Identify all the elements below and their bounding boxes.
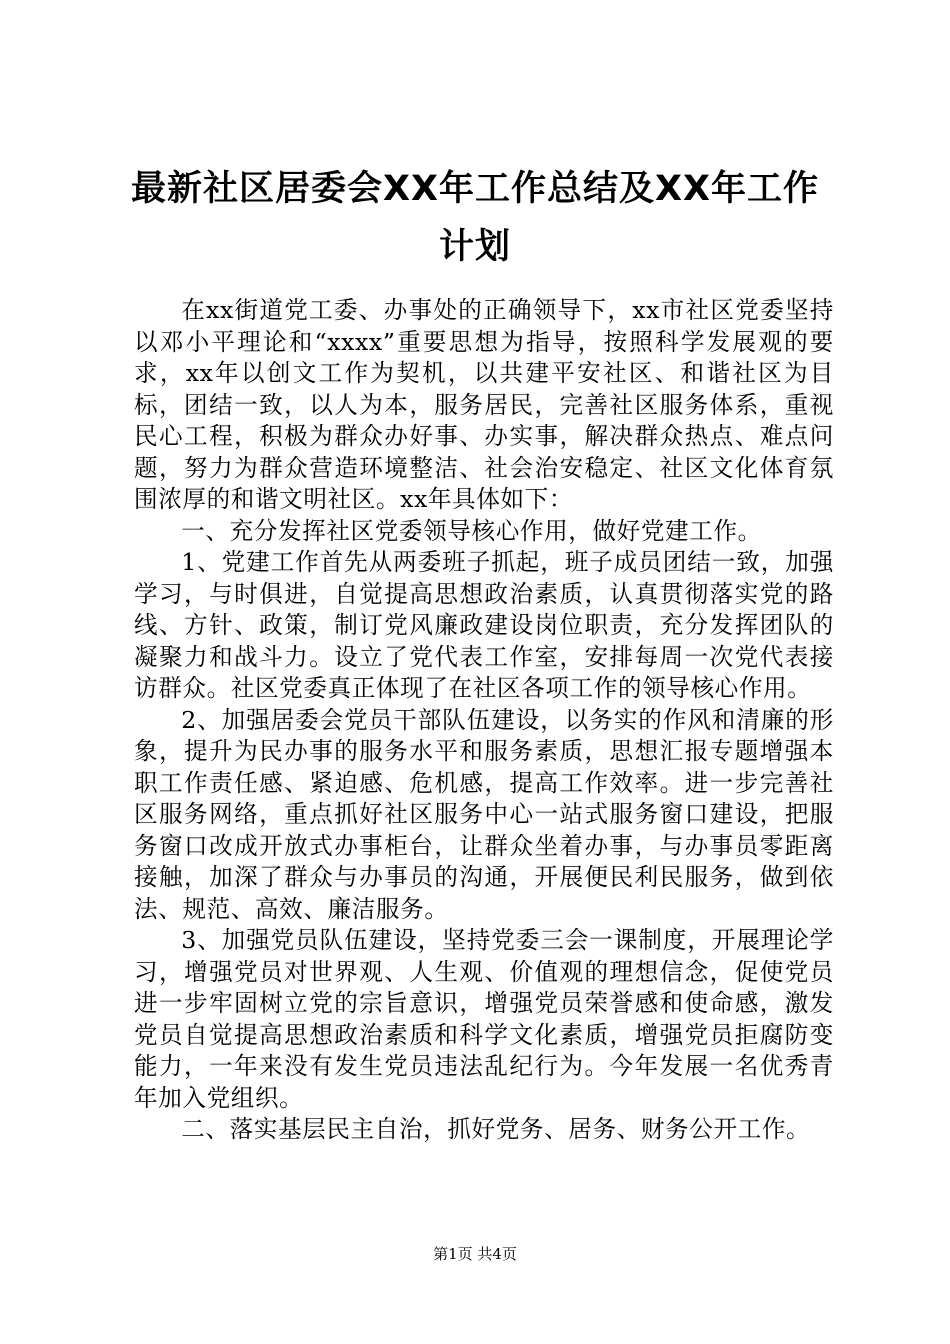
page-footer: 第1页 共4页 bbox=[433, 1245, 517, 1263]
paragraph-item-3: 3、加强党员队伍建设，坚持党委三会一课制度，开展理论学习，增强党员对世界观、人生观、价值观的理想信念，促使党员进一步牢固树立党的宗旨意识，增强党员荣誉感和使命感，激发党员自觉提高思想政治素质和科学文化素质，增强党员拒腐防变能力，一年来没有发生党员违法乱纪行为。今年发展一名优秀青年加入党组织。 bbox=[134, 926, 834, 1112]
document-title: 最新社区居委会XX年工作总结及XX年工作计划 bbox=[131, 169, 819, 267]
paragraph-section-2-heading: 二、落实基层民主自治，抓好党务、居务、财务公开工作。 bbox=[181, 1115, 811, 1143]
paragraph-section-1-heading: 一、充分发挥社区党委领导核心作用，做好党建工作。 bbox=[181, 516, 762, 545]
document-body bbox=[134, 295, 834, 1146]
paragraph-intro: 在xx街道党工委、办事处的正确领导下，xx市社区党委坚持以邓小平理论和“xxxx”重要思想为指导，按照科学发展观的要求，xx年以创文工作为契机，以共建平安社区、和谐社区为目标，团结一致，以人为本，服务居民，完善社区服务体系，重视民心工程，积极为群众办好事、办实事，解决群众热点、难点问题，努力为群众营造环境整洁、社会治安稳定、社区文化体育氛围浓厚的和谐文明社区。xx年具体如下： bbox=[134, 296, 834, 513]
paragraph-item-2: 2、加强居委会党员干部队伍建设，以务实的作风和清廉的形象，提升为民办事的服务水平和服务素质，思想汇报专题增强本职工作责任感、紧迫感、危机感，提高工作效率。进一步完善社区服务网络，重点抓好社区服务中心一站式服务窗口建设，把服务窗口改成开放式办事柜台，让群众坐着办事，与办事员零距离接触，加深了群众与办事员的沟通，开展便民利民服务，做到依法、规范、高效、廉洁服务。 bbox=[134, 705, 834, 923]
paragraph-item-1: 1、党建工作首先从两委班子抓起，班子成员团结一致，加强学习，与时俱进，自觉提高思想政治素质，认真贯彻落实党的路线、方针、政策，制订党风廉政建设岗位职责，充分发挥团队的凝聚力和战斗力。设立了党代表工作室，安排每周一次党代表接访群众。社区党委真正体现了在社区各项工作的领导核心作用。 bbox=[134, 548, 834, 702]
